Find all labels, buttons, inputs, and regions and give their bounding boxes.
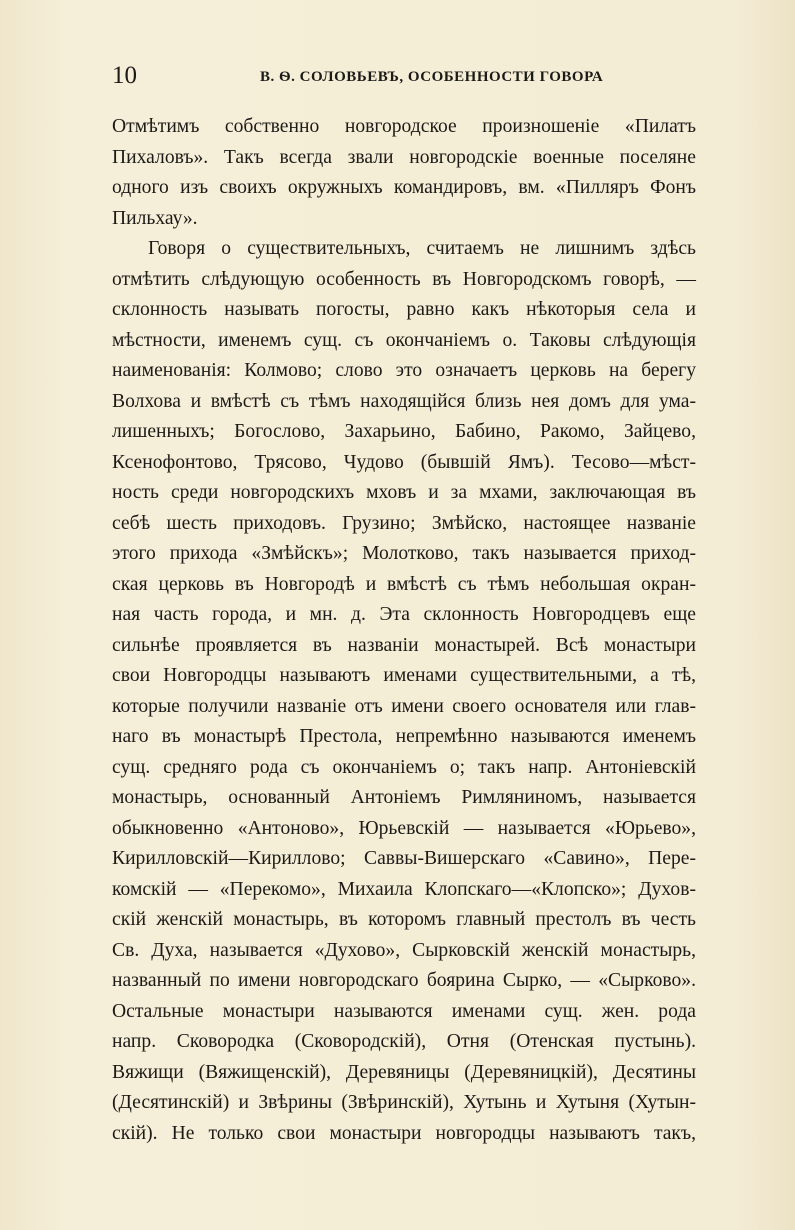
text-line: свои Новгородцы называютъ именами существительными, а тѣ,	[112, 665, 696, 686]
text-line: Вяжищи (Вяжищенскій), Деревяницы (Деревяницкій), Десятины	[112, 1061, 696, 1083]
text-line: наименованія: Колмово; слово это означаетъ церковь на берегу	[112, 360, 696, 381]
text-line: Отмѣтимъ собственно новгородское произношеніе «Пилатъ	[112, 116, 696, 137]
text-line: Св. Духа, называется «Духово», Сырковскій женскій монастырь,	[112, 939, 696, 961]
text-line: ная часть города, и мн. д. Эта склонность Новгородцевъ еще	[112, 604, 696, 625]
page-number: 10	[112, 62, 137, 89]
text-line: сильнѣе проявляется въ названіи монастырей. Всѣ монастыри	[112, 634, 696, 656]
text-line: названный по имени новгородскаго боярина Сырко, — «Сырково».	[112, 970, 696, 991]
text-line: мѣстности, именемъ сущ. съ окончаніемъ о. Таковы слѣдующія	[112, 329, 696, 351]
text-line: Пихаловъ». Такъ всегда звали новгородскіе военные поселяне	[112, 146, 696, 168]
text-line: Пильхау».	[112, 207, 198, 229]
text-line: Ксенофонтово, Трясово, Чудово (бывшій Ямъ). Тесово—мѣст-	[112, 451, 696, 473]
text-line: Волхова и вмѣстѣ съ тѣмъ находящійся близь нея домъ для ума-	[112, 390, 696, 412]
text-line: комскій — «Перекомо», Михаила Клопскаго—«Клопско»; Духов-	[112, 878, 696, 900]
text-line: лишенныхъ; Богослово, Захарьино, Бабино, Ракомо, Зайцево,	[112, 421, 696, 442]
page-header	[112, 60, 696, 94]
text-line: Говоря о существительныхъ, считаемъ не лишнимъ здѣсь	[148, 238, 696, 259]
text-line: монастырь, основанный Антоніемъ Римляниномъ, называется	[112, 787, 696, 808]
text-line: (Десятинскій) и Звѣрины (Звѣринскій), Хутынь и Хутыня (Хутын-	[112, 1092, 696, 1113]
text-line: себѣ шесть приходовъ. Грузино; Змѣйско, настоящее названіе	[112, 512, 696, 534]
text-line: склонность называть погосты, равно какъ нѣкоторыя села и	[112, 299, 696, 320]
running-title: В. Ѳ. СОЛОВЬЕВЪ, ОСОБЕННОСТИ ГОВОРА	[260, 69, 604, 85]
body-text	[112, 112, 696, 1149]
text-line: ность среди новгородскихъ мховъ и за мхами, заключающая въ	[112, 482, 696, 503]
text-line: Остальные монастыри называются именами сущ. жен. рода	[112, 1000, 696, 1022]
text-line: этого прихода «Змѣйскъ»; Молотково, такъ называется приход-	[112, 543, 696, 564]
text-line: ская церковь въ Новгородѣ и вмѣстѣ съ тѣмъ небольшая окран-	[112, 573, 696, 595]
text-line: отмѣтить слѣдующую особенность въ Новгородскомъ говорѣ, —	[112, 268, 696, 290]
text-line: сущ. средняго рода съ окончаніемъ о; такъ напр. Антоніевскій	[112, 756, 696, 778]
text-line: обыкновенно «Антоново», Юрьевскій — называется «Юрьево»,	[112, 817, 696, 839]
text-line: скій). Не только свои монастыри новгородцы называютъ такъ,	[112, 1122, 696, 1144]
text-line: Кирилловскій—Кириллово; Саввы-Вишерскаго «Савино», Пере-	[112, 848, 696, 869]
text-line: напр. Сковородка (Сковородскій), Отня (Отенская пустынь).	[112, 1031, 696, 1052]
text-line: одного изъ своихъ окружныхъ командировъ, вм. «Пилляръ Фонъ	[112, 177, 696, 198]
text-line: которые получили названіе отъ имени своего основателя или глав-	[112, 695, 696, 717]
text-line: наго въ монастырѣ Престола, непремѣнно называются именемъ	[112, 726, 696, 747]
text-line: скій женскій монастырь, въ которомъ главный престолъ въ честь	[112, 909, 696, 930]
